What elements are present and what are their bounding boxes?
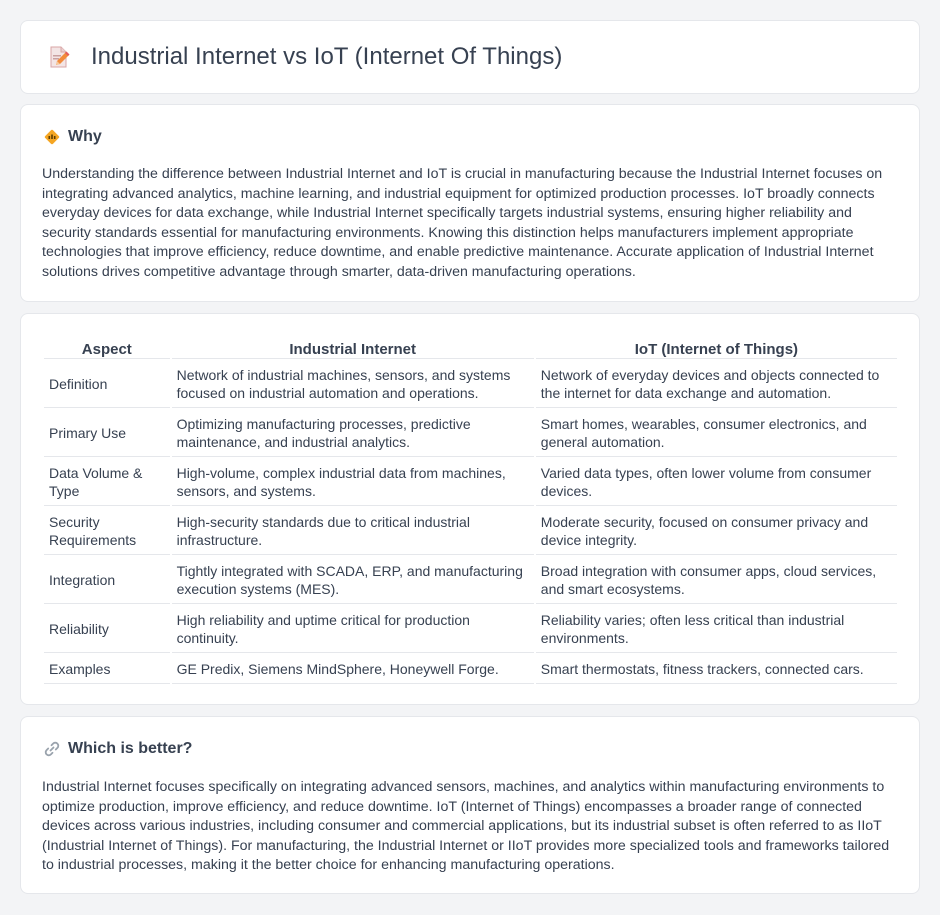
which-is-better-section [20, 716, 920, 894]
why-text: Understanding the difference between Industrial Internet and IoT is crucial in manufacturing because the Industrial Internet focuses on integrating advanced analytics, machine learning, and industrial equipment for optimized production processes. IoT broadly connects everyday devices for data exchange, while Industrial Internet specifically targets industrial systems, ensuring higher reliability and security standards essential for manufacturing environments. Knowing this distinction helps manufacturers implement appropriate technologies that improve efficiency, reduce downtime, and enable predictive maintenance. Accurate application of Industrial Internet solutions drives competitive advantage through smarter, data-driven manufacturing operations. [42, 166, 883, 280]
aspect-cell: Data Volume & Type [44, 459, 170, 506]
why-heading [43, 128, 102, 146]
industrial-internet-cell: High-volume, complex industrial data from machines, sensors, and systems. [172, 459, 534, 506]
industrial-internet-cell: Network of industrial machines, sensors, and systems focused on industrial automation and operations. [172, 361, 534, 408]
warning-sign-icon [43, 128, 61, 146]
industrial-internet-cell: Optimizing manufacturing processes, predictive maintenance, and industrial analytics. [172, 410, 534, 457]
why-heading-label: Why [68, 128, 102, 145]
table-row [44, 655, 897, 684]
better-heading [43, 740, 192, 758]
aspect-cell: Primary Use [44, 410, 170, 457]
aspect-cell: Examples [44, 655, 170, 684]
header-iot: IoT (Internet of Things) [536, 337, 897, 359]
industrial-internet-cell: Tightly integrated with SCADA, ERP, and manufacturing execution systems (MES). [172, 557, 534, 604]
header-aspect: Aspect [44, 337, 170, 359]
document-pencil-icon [47, 45, 71, 69]
iot-cell: Broad integration with consumer apps, cloud services, and smart ecosystems. [536, 557, 897, 604]
table-row [44, 508, 897, 555]
iot-cell: Smart homes, wearables, consumer electronics, and general automation. [536, 410, 897, 457]
table-row [44, 606, 897, 653]
aspect-cell: Integration [44, 557, 170, 604]
table-row [44, 459, 897, 506]
aspect-cell: Definition [44, 361, 170, 408]
table-row [44, 361, 897, 408]
iot-cell: Reliability varies; often less critical than industrial environments. [536, 606, 897, 653]
why-section [20, 104, 920, 302]
iot-cell: Varied data types, often lower volume from consumer devices. [536, 459, 897, 506]
header-industrial-internet: Industrial Internet [172, 337, 534, 359]
industrial-internet-cell: High reliability and uptime critical for production continuity. [172, 606, 534, 653]
table-row [44, 557, 897, 604]
comparison-table [42, 335, 899, 686]
aspect-cell: Reliability [44, 606, 170, 653]
table-row [44, 410, 897, 457]
industrial-internet-cell: GE Predix, Siemens MindSphere, Honeywell Forge. [172, 655, 534, 684]
aspect-cell: Security Requirements [44, 508, 170, 555]
page-title: Industrial Internet vs IoT (Internet Of Things) [91, 43, 563, 70]
better-heading-label: Which is better? [68, 740, 193, 757]
table-header-row [44, 337, 897, 359]
better-text: Industrial Internet focuses specifically on integrating advanced sensors, machines, and analytics within manufacturing environments to optimize production, improve efficiency, and reduce downtime. IoT (Internet of Things) encompasses a broader range of connected devices across various industries, including consumer and commercial applications, but its industrial subset is often referred to as IIoT (Industrial Internet of Things). For manufacturing, the Industrial Internet or IIoT provides more specialized tools and frameworks tailored to industrial processes, making it the better choice for enhancing manufacturing operations. [42, 779, 890, 873]
industrial-internet-cell: High-security standards due to critical industrial infrastructure. [172, 508, 534, 555]
iot-cell: Network of everyday devices and objects connected to the internet for data exchange and automation. [536, 361, 897, 408]
iot-cell: Moderate security, focused on consumer privacy and device integrity. [536, 508, 897, 555]
iot-cell: Smart thermostats, fitness trackers, connected cars. [536, 655, 897, 684]
header-card [20, 20, 920, 94]
comparison-table-card [20, 313, 920, 705]
link-icon [43, 740, 61, 758]
